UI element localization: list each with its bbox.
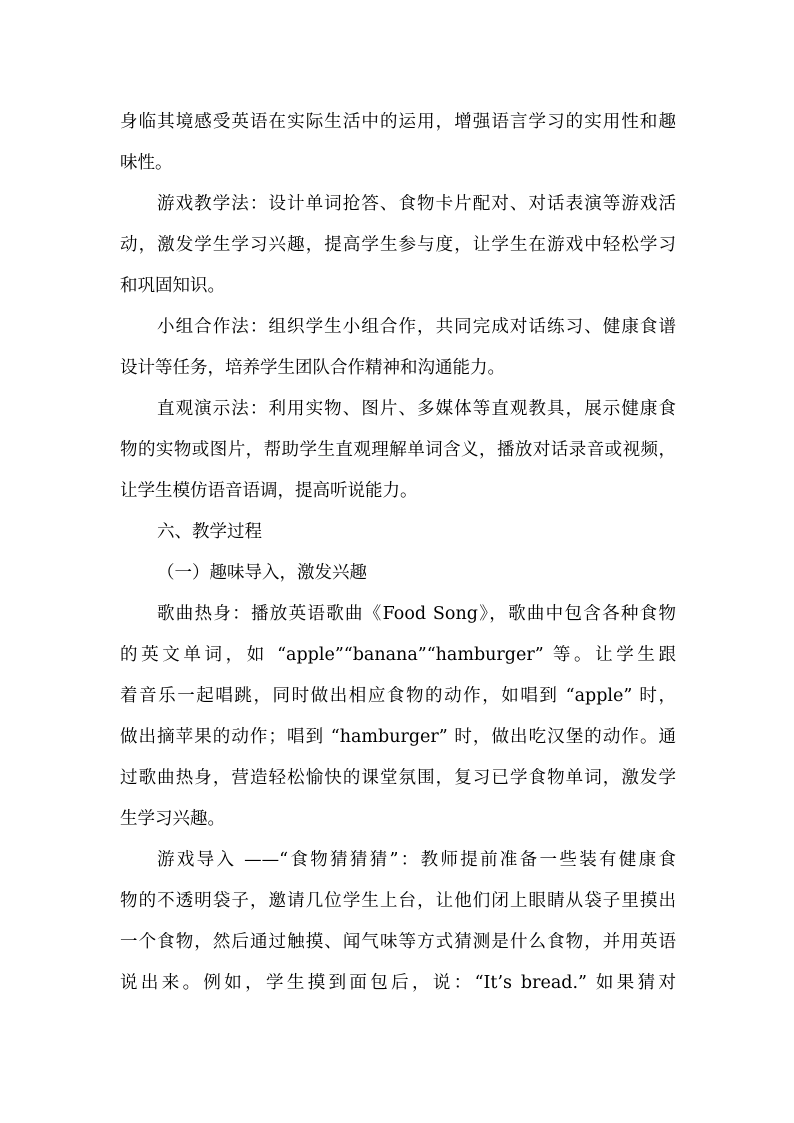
text-line: 动，激发学生学习兴趣，提高学生参与度，让学生在游戏中轻松学习	[120, 235, 676, 255]
text-line: 身临其境感受英语在实际生活中的运用，增强语言学习的实用性和趣	[120, 112, 676, 132]
text-line: 一个食物，然后通过触摸、闻气味等方式猜测是什么食物，并用英语	[120, 932, 676, 952]
text-line: 物的不透明袋子，邀请几位学生上台，让他们闭上眼睛从袋子里摸出	[120, 891, 676, 911]
text-line: 设计等任务，培养学生团队合作精神和沟通能力。	[120, 358, 505, 378]
text-line: 物的实物或图片，帮助学生直观理解单词含义，播放对话录音或视频，	[120, 440, 676, 460]
paragraph-game-intro-food-guessing	[120, 840, 676, 1004]
text-line: 和巩固知识。	[120, 276, 225, 296]
text-line: 歌曲热身：播放英语歌曲《Food Song》，歌曲中包含各种食物	[157, 604, 676, 624]
text-line: 说出来。例如，学生摸到面包后，说：“It’s bread.” 如果猜对	[120, 973, 676, 993]
subsection-heading: （一）趣味导入，激发兴趣	[157, 563, 367, 583]
paragraph-visual-demonstration-method	[120, 389, 676, 512]
paragraph-group-cooperation-method	[120, 307, 676, 389]
text-line: 着音乐一起唱跳，同时做出相应食物的动作，如唱到 “apple” 时，	[120, 686, 676, 706]
text-line: 过歌曲热身，营造轻松愉快的课堂氛围，复习已学食物单词，激发学	[120, 768, 676, 788]
text-line: 游戏教学法：设计单词抢答、食物卡片配对、对话表演等游戏活	[157, 194, 676, 214]
section-heading-teaching-process	[120, 512, 676, 553]
text-line: 的英文单词，如 “apple”“banana”“hamburger” 等。让学生跟	[120, 645, 676, 665]
text-line: 做出摘苹果的动作；唱到 “hamburger” 时，做出吃汉堡的动作。通	[120, 727, 676, 747]
text-line: 直观演示法：利用实物、图片、多媒体等直观教具，展示健康食	[157, 399, 676, 419]
paragraph-immersion-continued	[120, 102, 676, 184]
text-line: 小组合作法：组织学生小组合作，共同完成对话练习、健康食谱	[157, 317, 676, 337]
text-line: 让学生模仿语音语调，提高听说能力。	[120, 481, 418, 501]
document-page	[120, 102, 676, 1004]
section-heading: 六、教学过程	[157, 522, 262, 542]
subsection-heading-interesting-intro	[120, 553, 676, 594]
paragraph-game-teaching-method	[120, 184, 676, 307]
paragraph-song-warmup	[120, 594, 676, 840]
text-line: 味性。	[120, 153, 173, 173]
text-line: 游戏导入 ——“食物猜猜猜”：教师提前准备一些装有健康食	[157, 850, 676, 870]
text-line: 生学习兴趣。	[120, 809, 225, 829]
